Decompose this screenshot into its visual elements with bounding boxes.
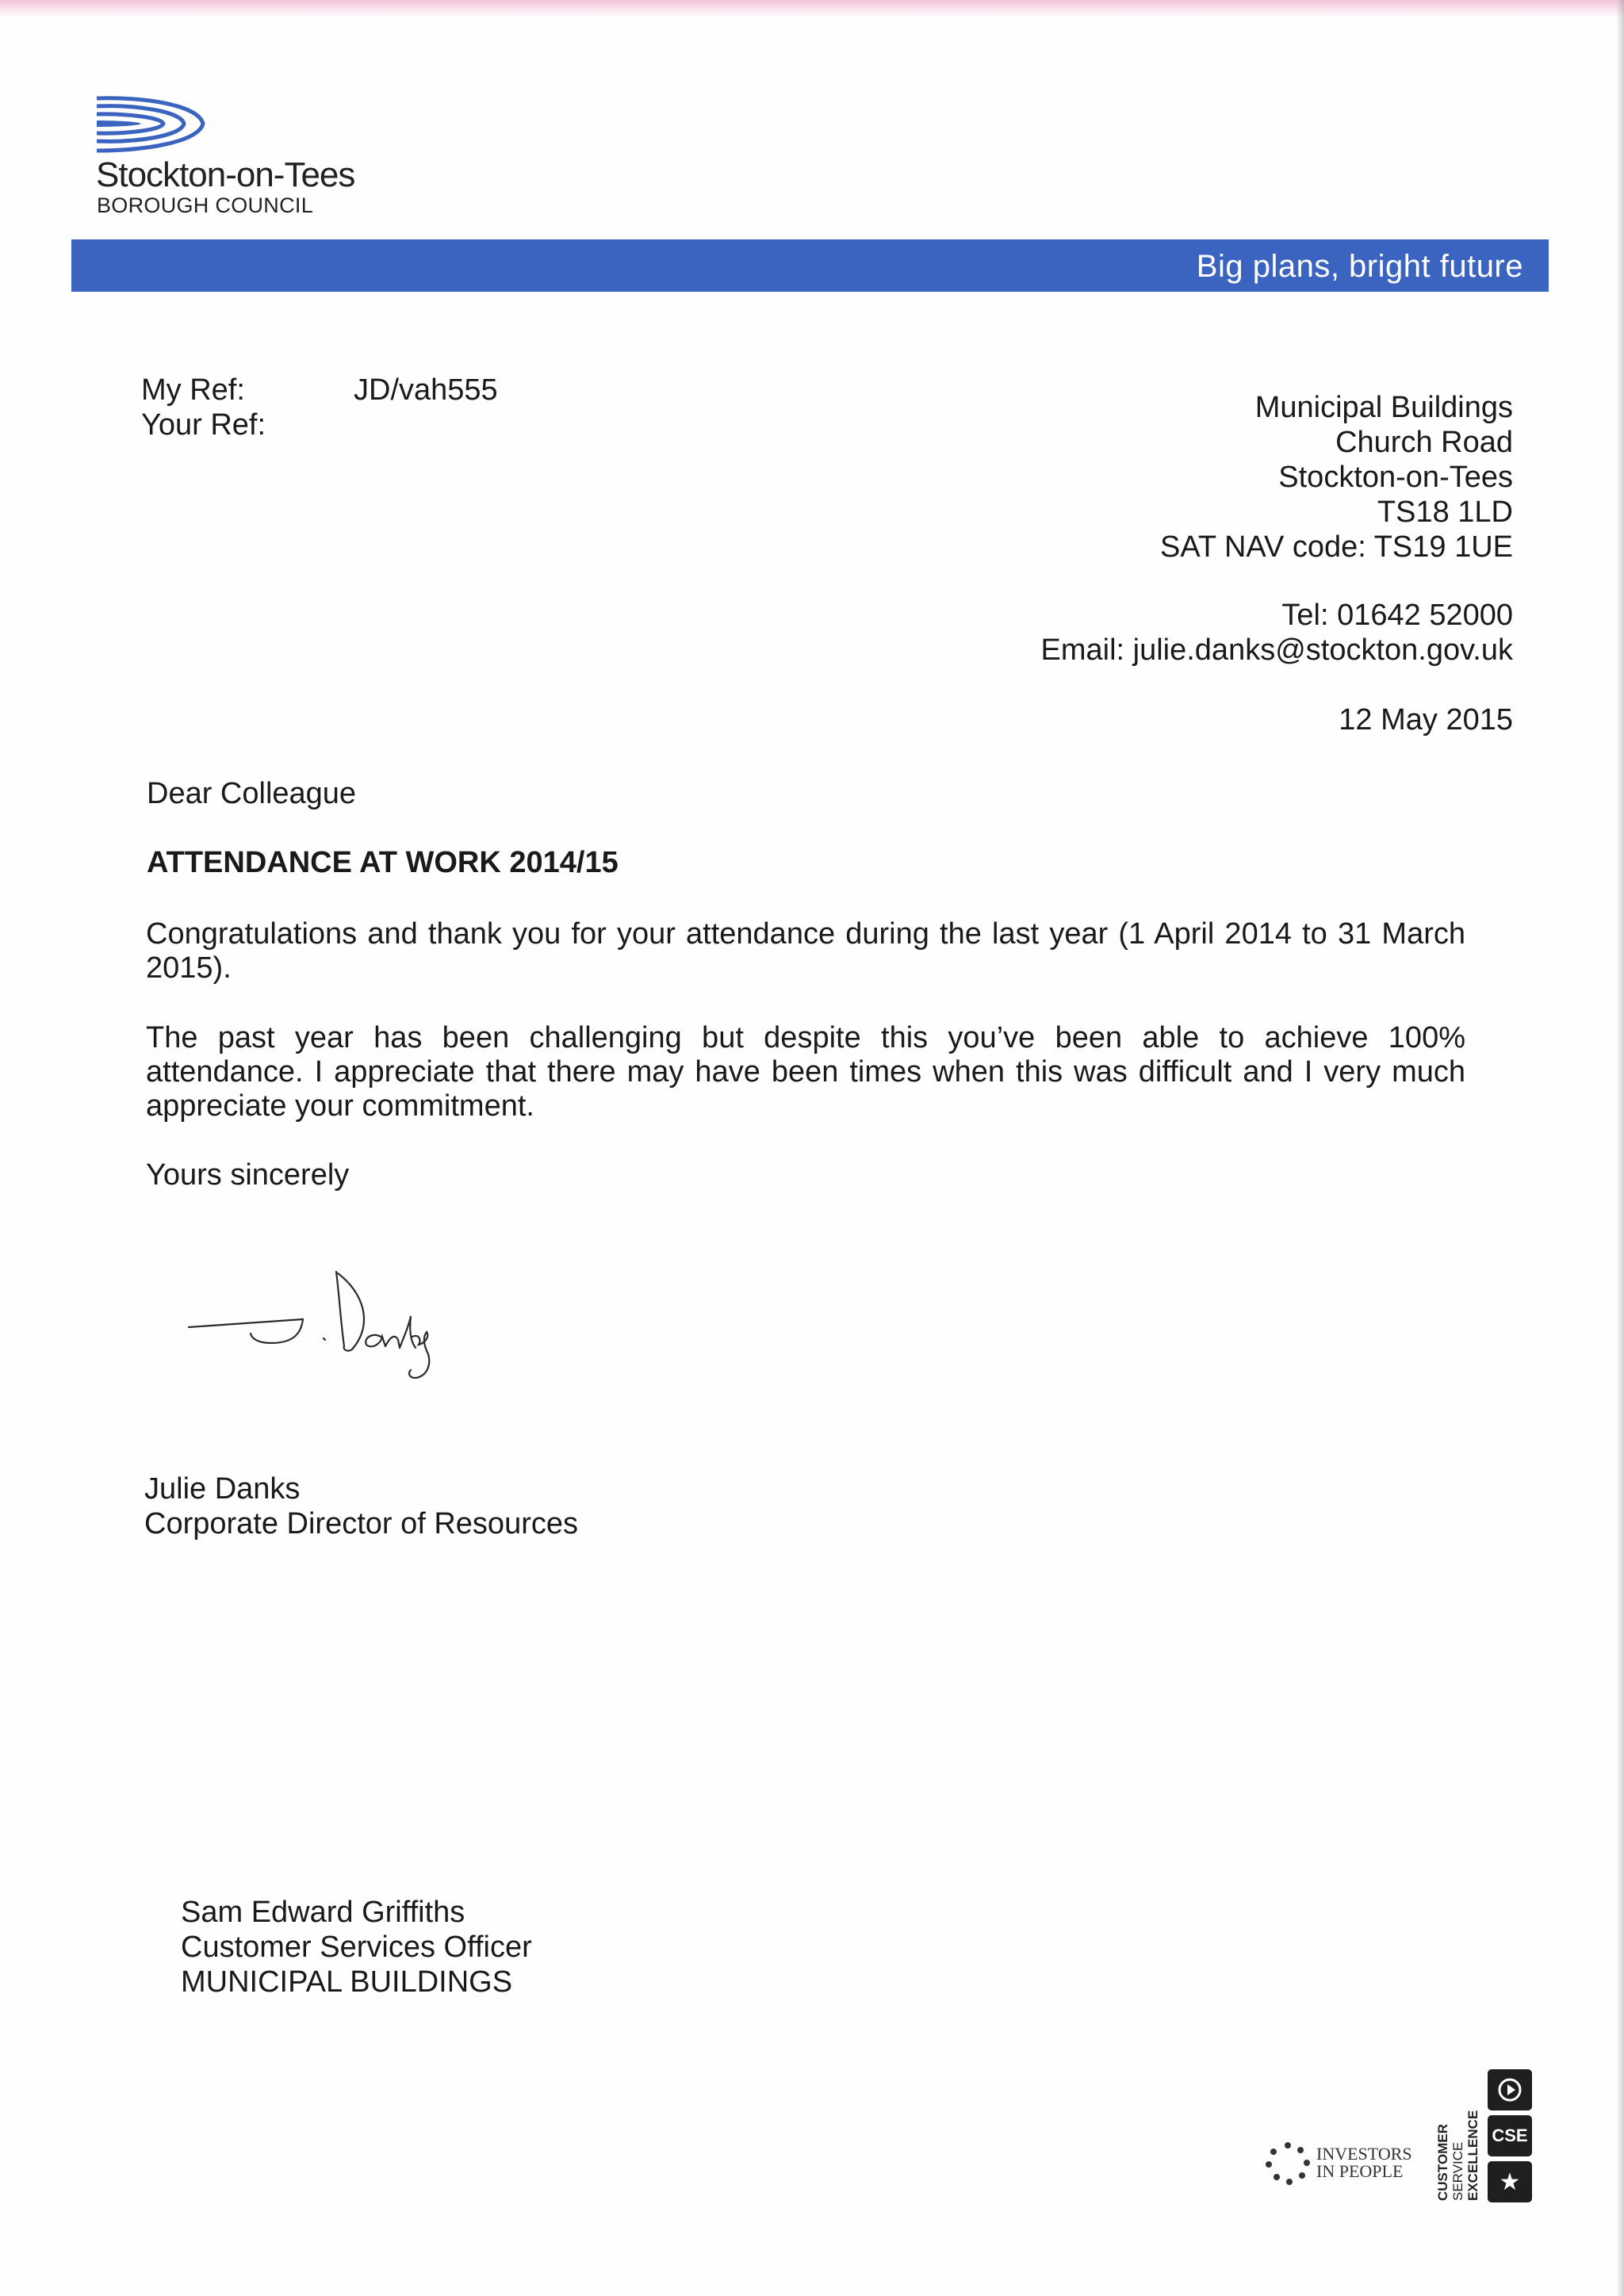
cse-line: EXCELLENCE — [1465, 2110, 1480, 2201]
recipient-name: Sam Edward Griffiths — [181, 1896, 465, 1929]
paragraph-line: appreciate your commitment. — [146, 1089, 534, 1123]
investors-in-people-icon — [1264, 2141, 1312, 2192]
signer-title: Corporate Director of Resources — [144, 1507, 578, 1540]
closing: Yours sincerely — [146, 1158, 350, 1192]
iip-line: IN PEOPLE — [1316, 2161, 1404, 2181]
scan-edge-shadow — [1616, 0, 1624, 2296]
address-line: Municipal Buildings — [1254, 391, 1513, 424]
address-line: Church Road — [1335, 426, 1513, 459]
recipient-role: Customer Services Officer — [181, 1931, 532, 1964]
paragraph-line: 2015). — [146, 951, 232, 985]
cse-line: SERVICE — [1450, 2141, 1465, 2201]
recipient-location: MUNICIPAL BUILDINGS — [181, 1965, 513, 1999]
paragraph-1 — [146, 917, 1465, 985]
salutation: Dear Colleague — [147, 777, 357, 810]
my-ref-value: JD/vah555 — [354, 373, 498, 407]
address-line: SAT NAV code: TS19 1UE — [1160, 530, 1513, 564]
banner-tagline: Big plans, bright future — [1196, 249, 1523, 284]
signer-block — [144, 1471, 578, 1541]
your-ref-label: Your Ref: — [141, 408, 266, 442]
my-ref-label: My Ref: — [141, 373, 245, 407]
council-subtitle: BOROUGH COUNCIL — [97, 193, 314, 217]
investors-in-people-label — [1316, 2145, 1412, 2180]
customer-service-excellence-label — [1432, 2109, 1483, 2201]
sender-address — [1160, 390, 1513, 564]
iip-line: INVESTORS — [1316, 2144, 1412, 2164]
letterhead-banner — [71, 239, 1549, 292]
star-icon: ★ — [1488, 2161, 1532, 2202]
cse-line: CUSTOMER — [1435, 2124, 1450, 2201]
letter-subject: ATTENDANCE AT WORK 2014/15 — [147, 846, 619, 879]
handwritten-signature — [184, 1261, 485, 1399]
play-icon — [1488, 2069, 1532, 2110]
telephone: Tel: 01642 52000 — [1281, 599, 1513, 632]
address-line: TS18 1LD — [1377, 496, 1513, 529]
paragraph-line: The past year has been challenging but despite this you’ve been able to achieve 100% — [146, 1021, 1465, 1054]
sender-contact — [1041, 598, 1513, 668]
signer-name: Julie Danks — [144, 1472, 301, 1506]
letter-date: 12 May 2015 — [1339, 703, 1513, 737]
cse-badge: CSE — [1488, 2115, 1532, 2156]
scan-tint — [0, 0, 1624, 17]
paragraph-line: Congratulations and thank you for your attendance during the last year (1 April 2014 to 31 March — [146, 917, 1465, 951]
recipient-block — [181, 1895, 532, 1999]
paragraph-line: attendance. I appreciate that there may have been times when this was difficult and I very much — [146, 1055, 1465, 1089]
paragraph-2 — [146, 1021, 1465, 1123]
ref-labels — [141, 373, 266, 442]
address-line: Stockton-on-Tees — [1278, 461, 1513, 494]
council-name: Stockton-on-Tees — [96, 155, 355, 194]
council-logo-icon — [95, 94, 206, 155]
email: Email: julie.danks@stockton.gov.uk — [1040, 633, 1513, 667]
cse-vertical-text — [1435, 2110, 1480, 2201]
